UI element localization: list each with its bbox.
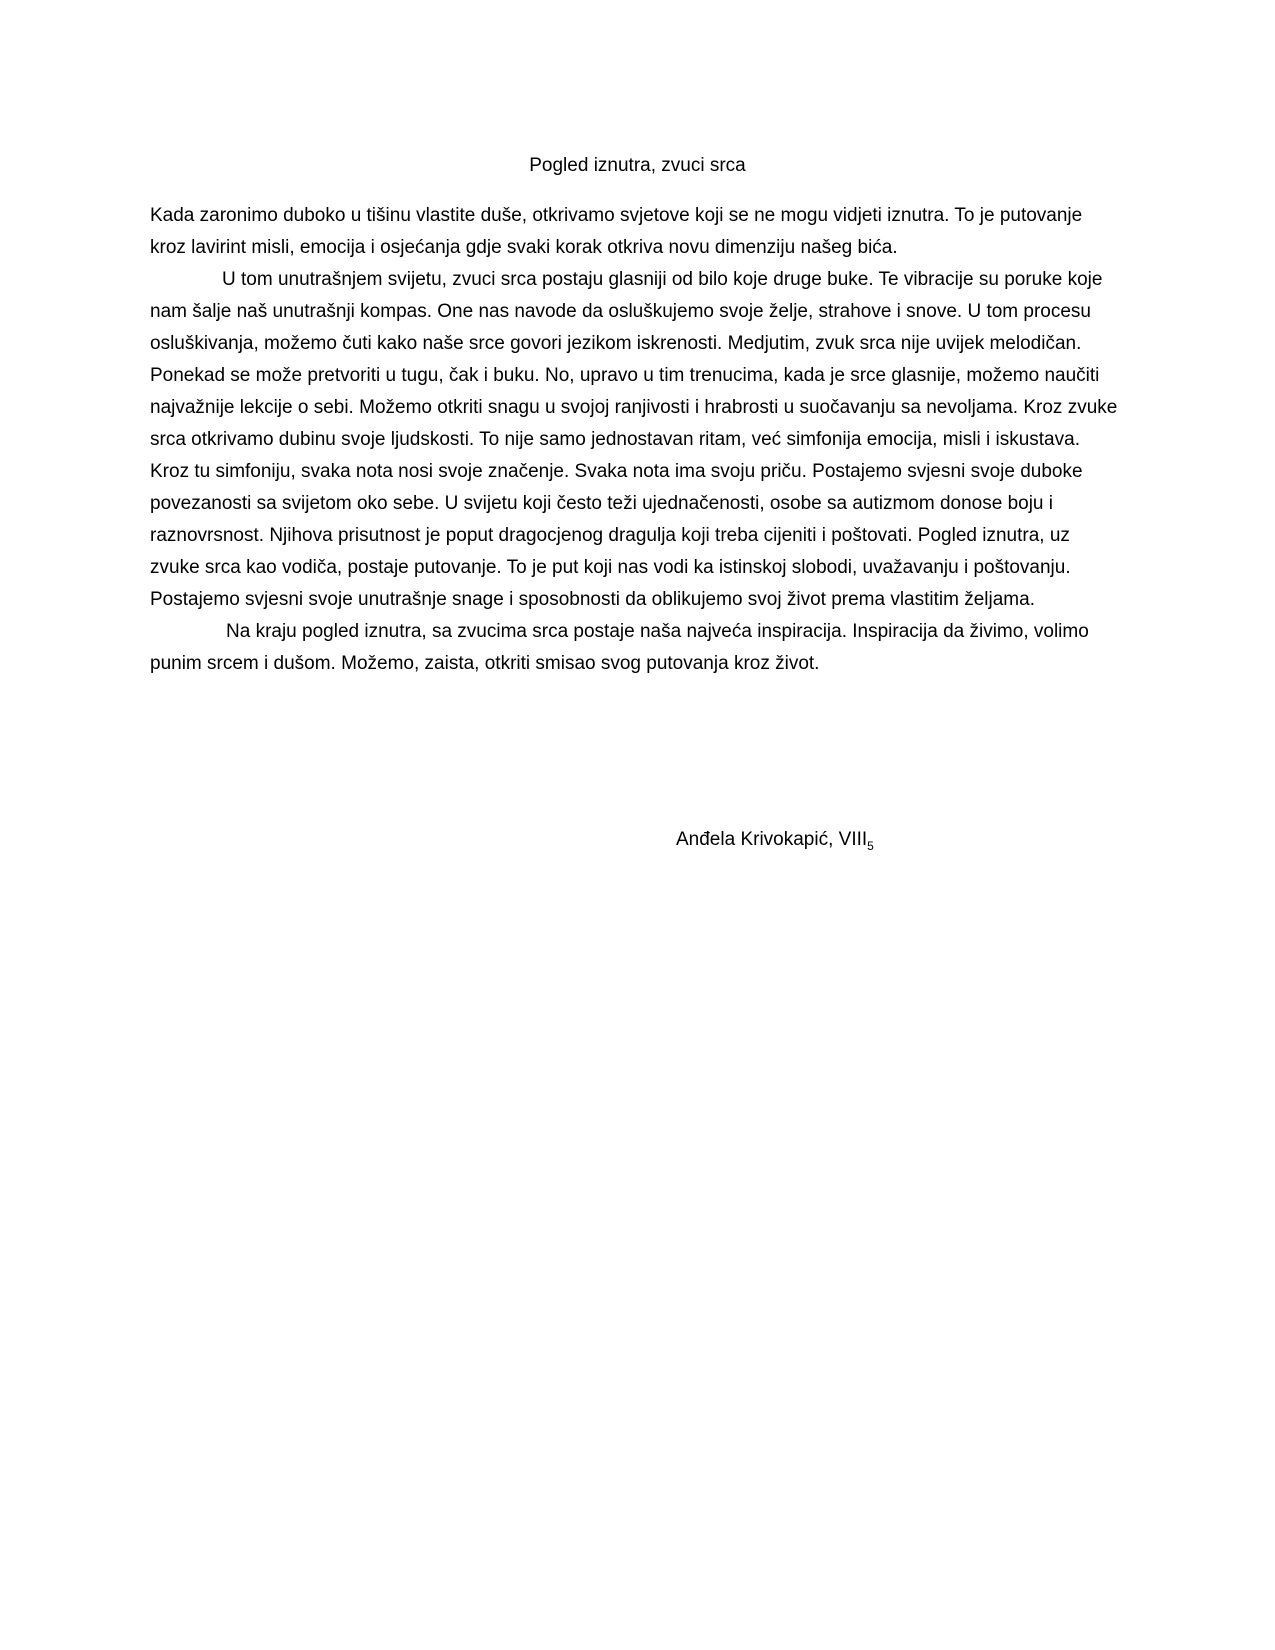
paragraph-main: U tom unutrašnjem svijetu, zvuci srca postaju glasniji od bilo koje druge buke. Te vibracije su poruke koje nam šalje naš unutrašnji kompas. One nas navode da osluškujemo svoje želje, strahove i snove. U tom procesu osluškivanja, možemo čuti kako naše srce govori jezikom iskrenosti. Medjutim, zvuk srca nije uvijek melodičan. Ponekad se može pretvoriti u tugu, čak i buku. No, upravo u tim trenucima, kada je srce glasnije, možemo naučiti najvažnije lekcije o sebi. Možemo otkriti snagu u svojoj ranjivosti i hrabrosti u suočavanju sa nevoljama. Kroz zvuke srca otkrivamo dubinu svoje ljudskosti. To nije samo jednostavan ritam, već simfonija emocija, misli i iskustava. Kroz tu simfoniju, svaka nota nosi svoje značenje. Svaka nota ima svoju priču. Postajemo svjesni svoje duboke povezanosti sa svijetom oko sebe. U svijetu koji često teži ujednačenosti, osobe sa autizmom donose boju i raznovrsnost. Njihova prisutnost je poput dragocjenog dragulja koji treba cijeniti i poštovati. Pogled iznutra, uz zvuke srca kao vodiča, postaje putovanje. To je put koji nas vodi ka istinskoj slobodi, uvažavanju i poštovanju. Postajemo svjesni svoje unutrašnje snage i sposobnosti da oblikujemo svoj život prema vlastitim željama. [150,269,1118,610]
author-signature [676,824,874,856]
document-title: Pogled iznutra, zvuci srca [529,155,746,176]
document-body [150,200,1120,680]
paragraph-conclusion: Na kraju pogled iznutra, sa zvucima srca postaje naša najveća inspiracija. Inspiracija da živimo, volimo punim srcem i dušom. Možemo, zaista, otkriti smisao svog putovanja kroz život. [150,621,1089,674]
author-name: Anđela Krivokapić, VIII [676,829,868,850]
paragraph-intro: Kada zaronimo duboko u tišinu vlastite duše, otkrivamo svjetove koji se ne mogu vidjeti iznutra. To je putovanje kroz lavirint misli, emocija i osjećanja gdje svaki korak otkriva novu dimenziju našeg bića. [150,205,1083,258]
class-subscript: 5 [867,838,874,853]
